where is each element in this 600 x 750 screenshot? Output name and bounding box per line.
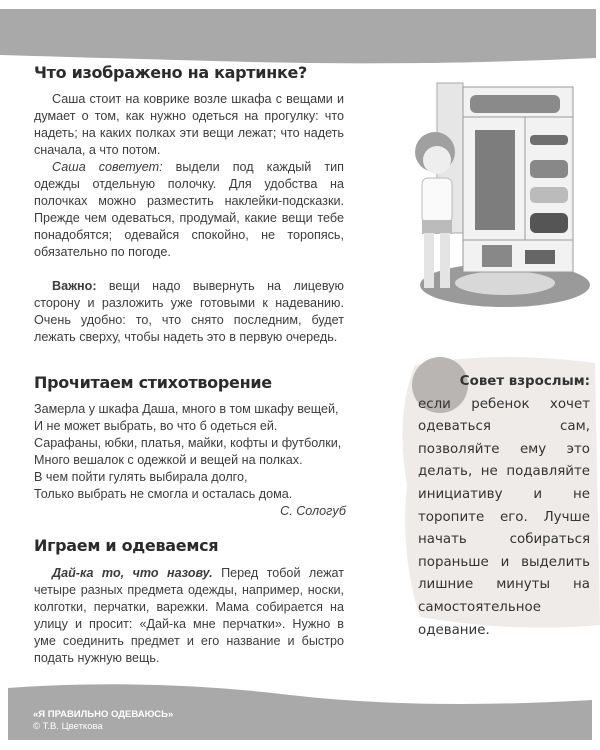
paragraph-game: Дай-ка то, что назову. Перед тобой лежат четыре разных предмета одежды, например, носки, колготки, перчатки, варежки. Мама собирается на улицу и просит: «Дай-ка мне перчатки». Нужно в уме соединить предмет и его название и быстро подать нужную вещь.: [34, 566, 344, 665]
poem-line: Замерла у шкафа Даша, много в том шкафу вещей,: [34, 402, 339, 416]
poem-line: И не может выбрать, во что б одеться ей.: [34, 419, 278, 433]
girl-wardrobe-illustration: [390, 75, 590, 315]
important-lead: Важно:: [52, 279, 97, 293]
paragraph-advice: Саша советует: выдели под каждый тип одежды отдельную полочку. Для удобства на полочках можно разместить наклейки-подсказки. Прежде чем одеваться, продумай, какие вещи тебе понадобятся; одевайся спокойно, не торопясь, обязательно по погоде.: [34, 160, 344, 259]
section-title-game: Играем и одеваемся: [34, 536, 219, 555]
section-game-body: [34, 565, 344, 667]
footer-series-title: «Я ПРАВИЛЬНО ОДЕВАЮСЬ»: [33, 709, 174, 720]
poem-line: Сарафаны, юбки, платья, майки, кофты и футболки,: [34, 436, 342, 450]
adult-tip: [418, 371, 590, 642]
advice-lead: Саша советует:: [52, 160, 163, 174]
poem-line: Много вешалок с одежкой и вещей на полках.: [34, 453, 303, 467]
section-title-picture: Что изображено на картинке?: [34, 63, 308, 82]
section-picture-body: [34, 91, 344, 346]
poem: [34, 401, 346, 520]
footer-copyright: © Т.В. Цветкова: [33, 721, 103, 732]
tip-text: если ребенок хочет одеваться сам, позволяйте ему это делать, не подавляйте инициативу и не торопите его. Лучше начать собираться пораньше и выделить лишние минуты на самостоятельное одевание.: [418, 396, 590, 638]
paragraph-important: Важно: вещи надо вывернуть на лицевую сторону и разложить уже готовыми к надеванию. Очень удобно: то, что снято последним, будет лежать сверху, чтобы надеть это в первую очередь.: [34, 279, 344, 344]
paragraph-description: Саша стоит на коврике возле шкафа с вещами и думает о том, как нужно одеться на прогулку: что надеть; на каких полках эти вещи лежат; что надеть сначала, а что потом.: [34, 92, 344, 157]
poem-line: Только выбрать не смогла и осталась дома.: [34, 487, 293, 501]
top-decor-band: [0, 0, 600, 70]
section-title-poem: Прочитаем стихотворение: [34, 373, 272, 392]
poem-line: В чем пойти гулять выбирала долго,: [34, 470, 248, 484]
tip-title: Совет взрослым:: [459, 374, 590, 389]
poem-author: С. Сологуб: [280, 504, 346, 518]
game-lead: Дай-ка то, что назову.: [52, 566, 213, 580]
